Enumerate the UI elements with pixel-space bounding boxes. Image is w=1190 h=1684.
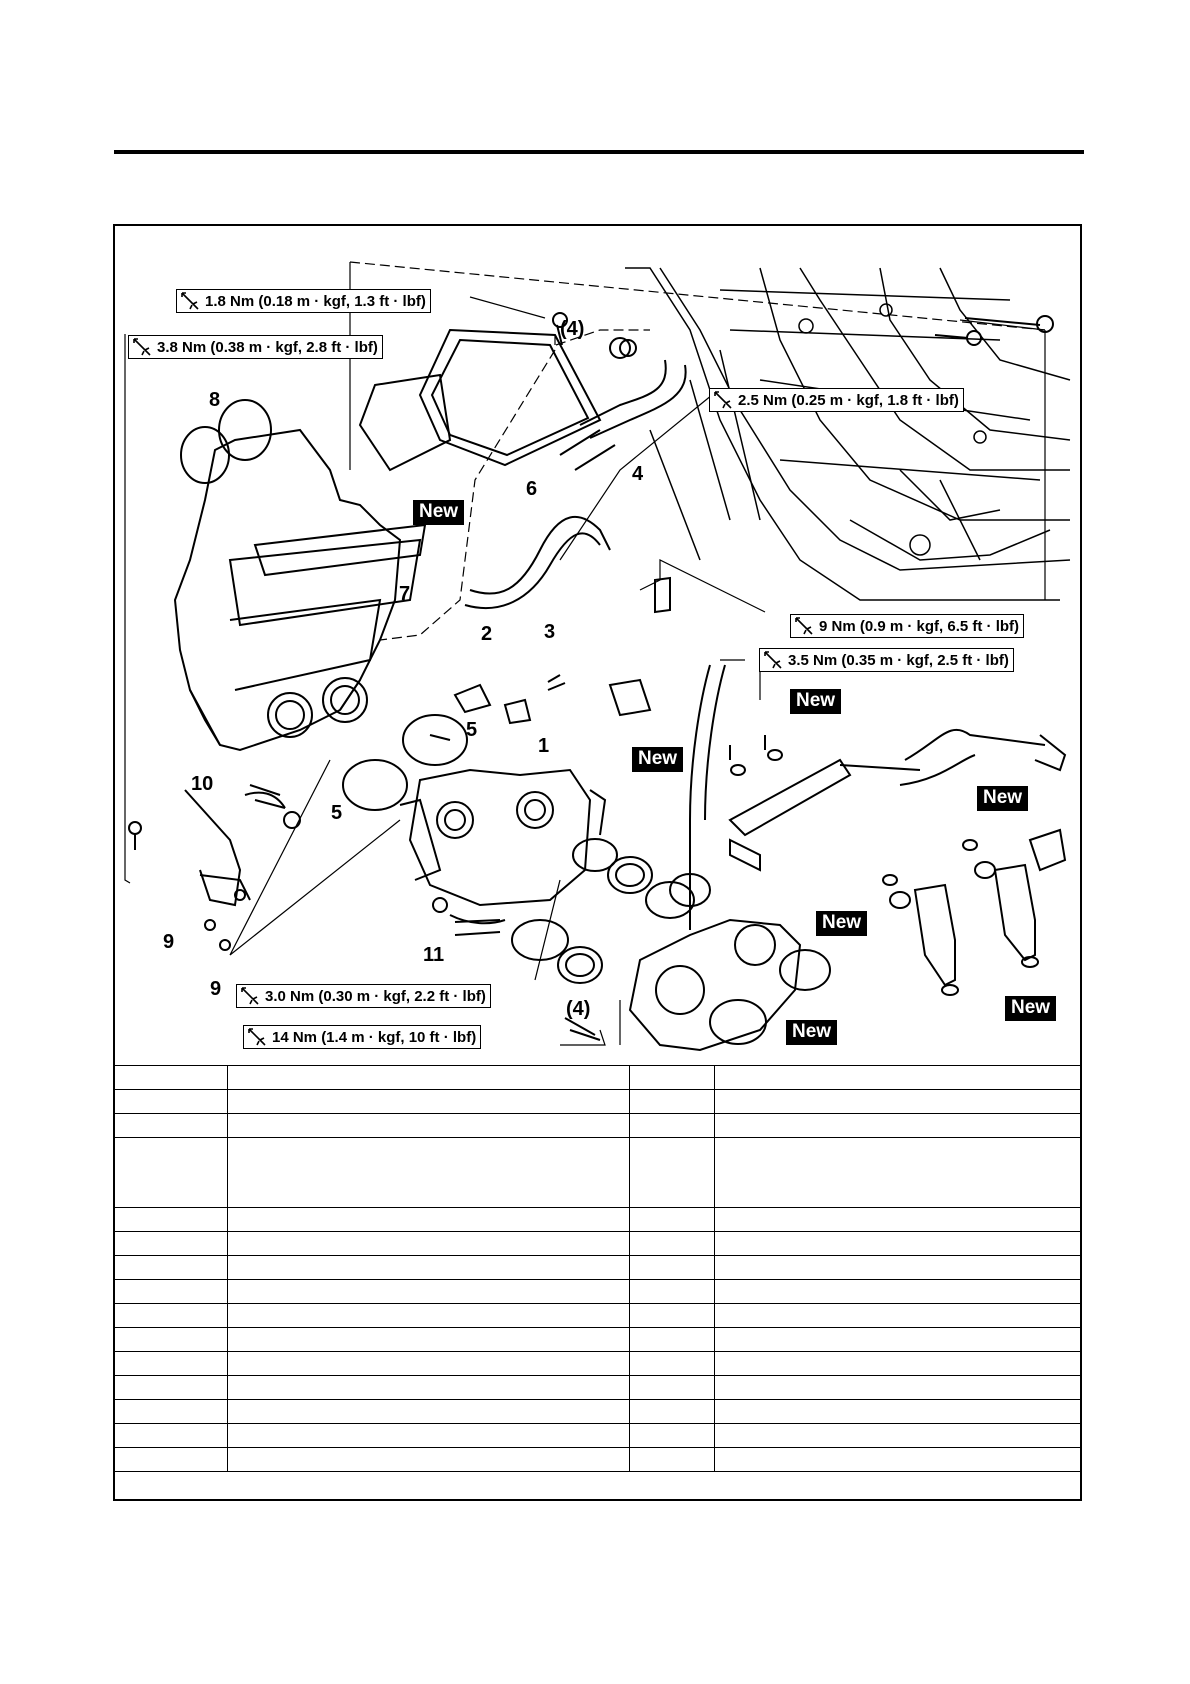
- callout-4: 4: [632, 463, 644, 485]
- chassis-frame-drawing: [625, 268, 1070, 600]
- torque-spec-2-text: 3.8 Nm (0.38 m · kgf, 2.8 ft · lbf): [157, 338, 378, 356]
- joint-drawing: [558, 857, 710, 983]
- table-row: [114, 1376, 1082, 1400]
- callout-5: 5: [331, 802, 343, 824]
- injector-drawing: [890, 830, 1065, 995]
- table-row: [114, 1066, 1082, 1090]
- bracket-drawing: [129, 790, 250, 953]
- callout-1: 1: [538, 735, 550, 757]
- callout-4-qty: (4): [560, 318, 585, 340]
- new-badge: New: [413, 500, 464, 525]
- table-row: [114, 1208, 1082, 1232]
- o-ring-drawing: [731, 750, 977, 885]
- new-badge: New: [632, 747, 683, 772]
- table-row: [114, 1280, 1082, 1304]
- table-row: [114, 1232, 1082, 1256]
- case-cover-drawing: [360, 330, 600, 470]
- new-badge: New: [790, 689, 841, 714]
- hose-drawing: [465, 338, 686, 608]
- torque-spec-4-text: 9 Nm (0.9 m · kgf, 6.5 ft · lbf): [819, 617, 1020, 635]
- torque-spec-5: [759, 648, 1014, 672]
- torque-wrench-icon: [712, 390, 734, 410]
- table-row: [114, 1138, 1082, 1208]
- torque-spec-2: [128, 335, 383, 359]
- torque-wrench-icon: [179, 291, 201, 311]
- torque-spec-4: [790, 614, 1024, 638]
- torque-spec-5-text: 3.5 Nm (0.35 m · kgf, 2.5 ft · lbf): [788, 651, 1009, 669]
- table-row: [114, 1114, 1082, 1138]
- torque-spec-3: [709, 388, 964, 412]
- table-row: [114, 1424, 1082, 1448]
- torque-spec-7-text: 14 Nm (1.4 m · kgf, 10 ft · lbf): [272, 1028, 477, 1046]
- callout-2: 2: [481, 623, 493, 645]
- table-row: [114, 1448, 1082, 1472]
- table-row: [114, 1090, 1082, 1114]
- torque-spec-6-text: 3.0 Nm (0.30 m · kgf, 2.2 ft · lbf): [265, 987, 486, 1005]
- callout-4-qty: (4): [566, 998, 591, 1020]
- table-row: [114, 1304, 1082, 1328]
- callout-6: 6: [526, 478, 538, 500]
- torque-spec-7: [243, 1025, 481, 1049]
- torque-spec-6: [236, 984, 491, 1008]
- torque-spec-1: [176, 289, 431, 313]
- torque-wrench-icon: [762, 650, 784, 670]
- torque-wrench-icon: [793, 616, 815, 636]
- callout-3: 3: [544, 621, 556, 643]
- new-badge: New: [786, 1020, 837, 1045]
- torque-wrench-icon: [239, 986, 261, 1006]
- callout-8: 8: [209, 389, 221, 411]
- callout-10: 10: [191, 773, 214, 795]
- callout-9: 9: [163, 931, 175, 953]
- table-row: [114, 1400, 1082, 1424]
- torque-wrench-icon: [246, 1027, 268, 1047]
- callout-11: 11: [423, 944, 445, 966]
- new-badge: New: [1005, 996, 1056, 1021]
- torque-wrench-icon: [131, 337, 153, 357]
- callout-5: 5: [466, 719, 478, 741]
- air-filter-case-drawing: [175, 400, 425, 750]
- small-hose-drawing: [245, 793, 505, 924]
- callout-9: 9: [210, 978, 222, 1000]
- callout-7: 7: [399, 583, 411, 605]
- throttle-body-drawing: [400, 770, 605, 905]
- small-parts-drawing: [250, 313, 1053, 1040]
- table-row: [114, 1328, 1082, 1352]
- table-row: [114, 1256, 1082, 1280]
- parts-table: [113, 1065, 1082, 1472]
- new-badge: New: [977, 786, 1028, 811]
- table-row: [114, 1352, 1082, 1376]
- torque-spec-3-text: 2.5 Nm (0.25 m · kgf, 1.8 ft · lbf): [738, 391, 959, 409]
- torque-spec-1-text: 1.8 Nm (0.18 m · kgf, 1.3 ft · lbf): [205, 292, 426, 310]
- new-badge: New: [816, 911, 867, 936]
